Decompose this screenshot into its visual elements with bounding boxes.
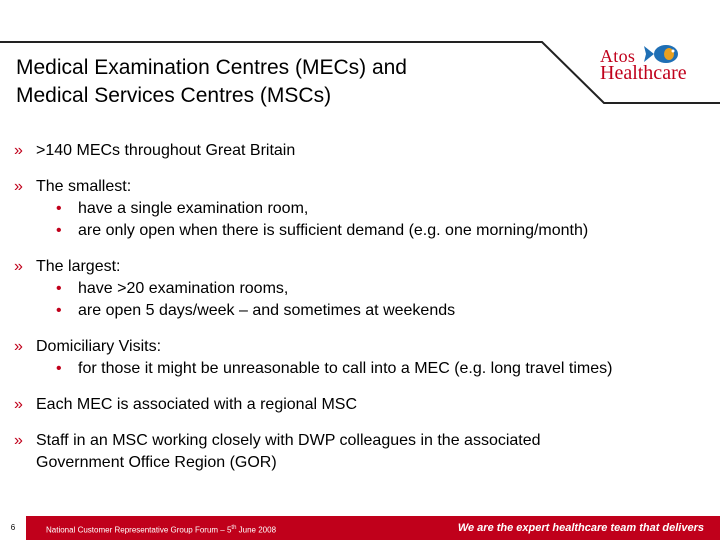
sub-bullet-item: [56, 300, 714, 322]
bullet-item: [14, 256, 714, 322]
bullet-item: [14, 336, 714, 380]
bullet-item: [14, 176, 714, 242]
atos-healthcare-logo: [596, 42, 706, 86]
bullet-text: Domiciliary Visits:: [36, 338, 162, 355]
footer-tagline: We are the expert healthcare team that delivers: [457, 522, 704, 534]
bullet-item: [14, 430, 714, 474]
chevron-bullet-icon: »: [14, 178, 23, 195]
dot-bullet-icon: •: [56, 222, 62, 239]
dot-bullet-icon: •: [56, 200, 62, 217]
footer-event-date: June 2008: [236, 525, 277, 535]
logo-healthcare-text: Healthcare: [600, 62, 687, 84]
page-title: [16, 54, 536, 110]
chevron-bullet-icon: »: [14, 338, 23, 355]
bullet-item: [14, 140, 714, 162]
chevron-bullet-icon: »: [14, 258, 23, 275]
sub-bullet-text: are open 5 days/week – and sometimes at weekends: [78, 302, 456, 319]
sub-bullet-text: have a single examination room,: [78, 200, 309, 217]
bullet-text: The smallest:: [36, 178, 132, 195]
sub-bullet-item: [56, 220, 714, 242]
logo-atos-text: Atos: [600, 46, 636, 66]
bullet-text: >140 MECs throughout Great Britain: [36, 142, 296, 159]
sub-bullet-item: [56, 198, 714, 220]
footer-event-text: National Customer Representative Group Forum – 5: [46, 525, 232, 535]
bullet-text: The largest:: [36, 258, 121, 275]
footer-bar: [0, 516, 720, 540]
dot-bullet-icon: •: [56, 280, 62, 297]
bullet-text-continuation: Government Office Region (GOR): [36, 454, 277, 471]
sub-bullet-item: [56, 278, 714, 300]
sub-bullet-item: [56, 358, 714, 380]
page-number: 6: [0, 516, 26, 540]
bullet-text: Each MEC is associated with a regional MSC: [36, 396, 358, 413]
chevron-bullet-icon: »: [14, 396, 23, 413]
bullet-item: [14, 394, 714, 416]
footer-event-sup: th: [231, 525, 237, 531]
sub-bullet-text: have >20 examination rooms,: [78, 280, 289, 297]
page-title-line-2: Medical Services Centres (MSCs): [16, 84, 332, 107]
bullet-list: [14, 140, 714, 474]
page-title-line-1: Medical Examination Centres (MECs) and: [16, 56, 407, 79]
dot-bullet-icon: •: [56, 360, 62, 377]
sub-bullet-text: for those it might be unreasonable to call into a MEC (e.g. long travel times): [78, 360, 613, 377]
footer-event: [46, 516, 276, 543]
bullet-text: Staff in an MSC working closely with DWP colleagues in the associated: [36, 432, 541, 449]
sub-bullet-text: are only open when there is sufficient demand (e.g. one morning/month): [78, 222, 589, 239]
chevron-bullet-icon: »: [14, 142, 23, 159]
dot-bullet-icon: •: [56, 302, 62, 319]
chevron-bullet-icon: »: [14, 432, 23, 449]
